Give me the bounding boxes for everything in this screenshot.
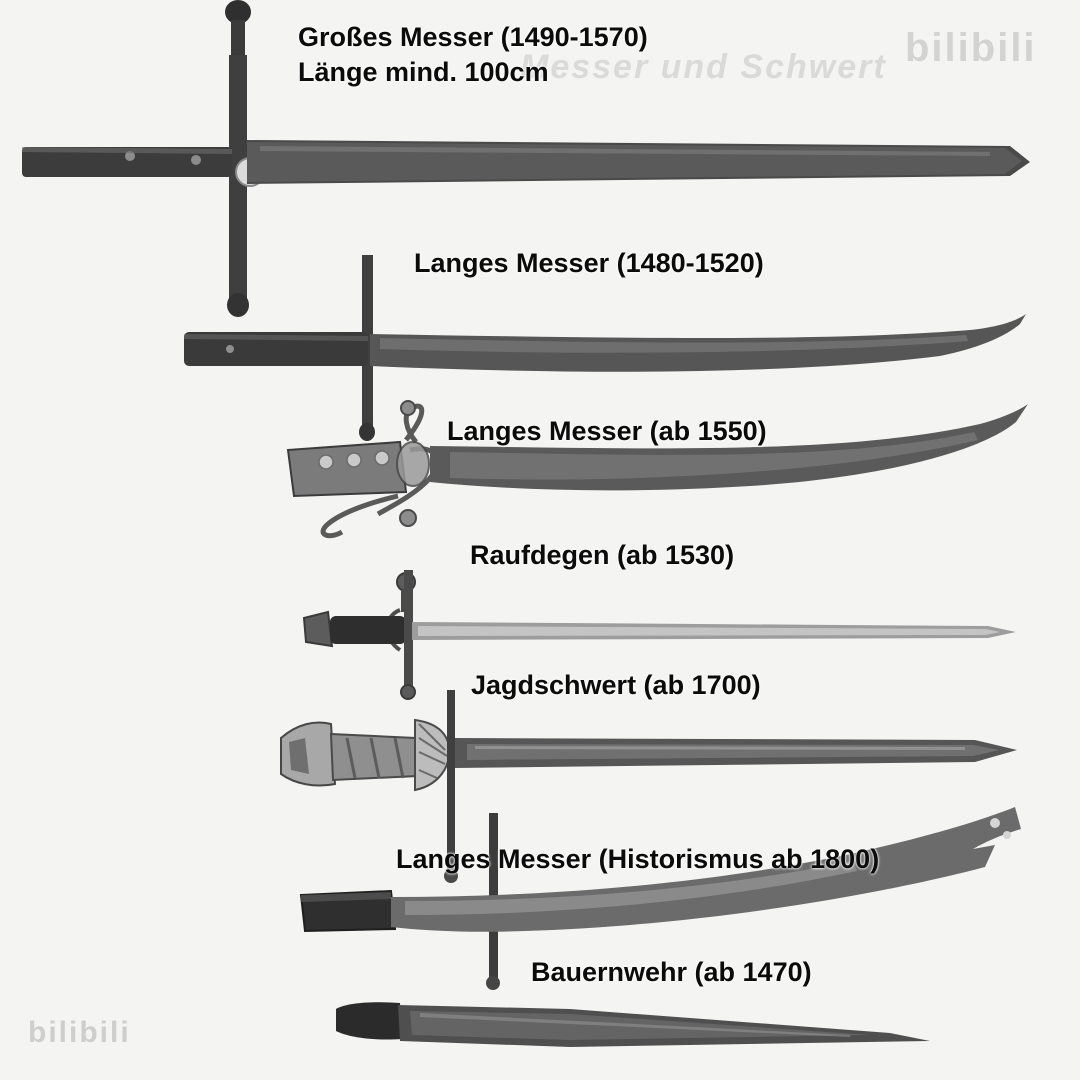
label-bauernwehr-line1: Bauernwehr (ab 1470) xyxy=(531,957,812,987)
label-grosses-messer-line2: Länge mind. 100cm xyxy=(298,56,549,87)
label-raufdegen-line1: Raufdegen (ab 1530) xyxy=(470,540,735,570)
label-grosses-messer-line1: Großes Messer (1490-1570) xyxy=(298,22,648,52)
label-bauernwehr xyxy=(531,955,812,990)
weapon-bauernwehr xyxy=(330,995,1010,1075)
label-grosses-messer xyxy=(298,20,648,89)
watermark-title: Messer und Schwert xyxy=(520,48,887,86)
watermark-logo-topright: bilibili xyxy=(905,26,1037,70)
watermark-logo-bottomleft: bilibili xyxy=(28,1016,131,1049)
label-raufdegen xyxy=(470,538,734,573)
label-langes-messer-1480-line1: Langes Messer (1480-1520) xyxy=(414,248,764,278)
label-jagdschwert xyxy=(471,668,761,703)
label-jagdschwert-line1: Jagdschwert (ab 1700) xyxy=(471,670,761,700)
label-langes-messer-1550-line1: Langes Messer (ab 1550) xyxy=(447,416,767,446)
label-langes-messer-historismus-line1: Langes Messer (Historismus ab 1800) xyxy=(396,844,880,874)
label-langes-messer-1550 xyxy=(447,414,767,449)
label-langes-messer-historismus xyxy=(396,842,879,877)
label-langes-messer-1480 xyxy=(414,246,764,281)
